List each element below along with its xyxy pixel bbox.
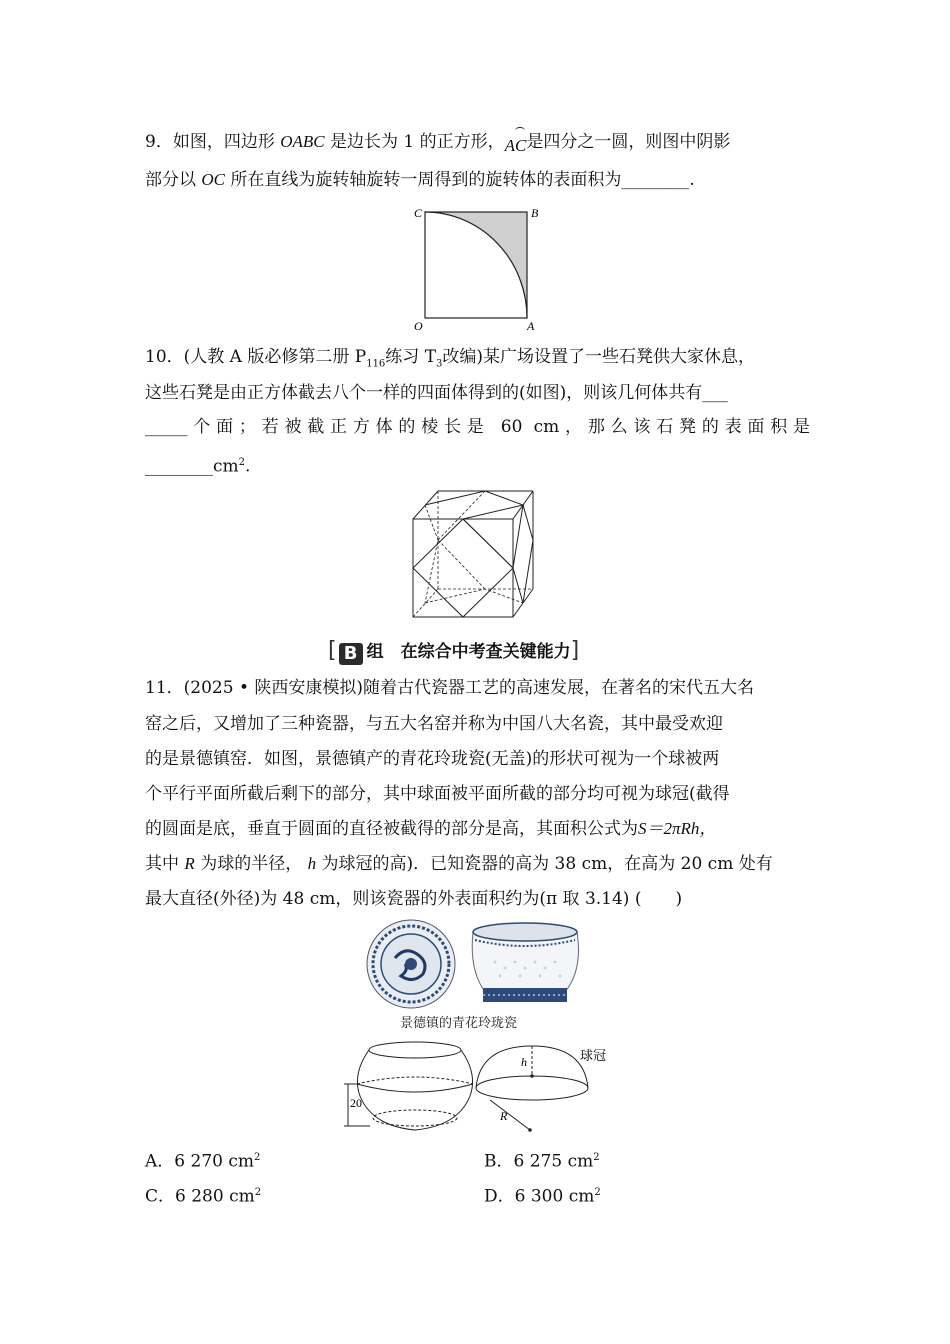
option-letter: C．: [145, 1186, 176, 1207]
q11-line-6: [145, 853, 810, 875]
q10-line-4: [145, 452, 810, 478]
q11-text: 为球的半径，: [200, 854, 303, 874]
option-sup: 2: [254, 1187, 262, 1198]
q11-number: 11．: [145, 678, 184, 698]
sphere-center-point: [528, 1128, 532, 1132]
q10-line-2: 这些石凳是由正方体截去八个一样的四面体得到的(如图)，则该几何体共有___: [145, 383, 728, 403]
option-value: 6 275 cm: [513, 1151, 594, 1172]
dim-label: 20: [350, 1096, 362, 1110]
q11-text: 为球冠的高)．已知瓷器的高为 38 cm，在高为 20 cm 处有: [321, 854, 773, 874]
shaded-region: [425, 212, 527, 318]
option-c[interactable]: [145, 1182, 261, 1208]
section-title-text: 组 在综合中考查关键能力: [366, 642, 571, 662]
var-oc: OC: [201, 170, 226, 189]
option-sup: 2: [594, 1187, 601, 1198]
hidden-cut: [438, 540, 485, 589]
q9-line-1: [145, 131, 810, 153]
q10-line-1: [145, 346, 810, 375]
label-c: C: [414, 206, 423, 220]
q10-text: 练习 T: [385, 347, 437, 367]
group-badge: B: [339, 643, 363, 665]
front-cut: [413, 519, 513, 617]
bowl-photo: [472, 923, 578, 1002]
cube-front-face: [413, 519, 513, 617]
q11-line-7: 最大直径(外径)为 48 cm，则该瓷器的外表面积约为(π 取 3.14) ( ): [145, 889, 683, 909]
q9-text: 所在直线为旋转轴旋转一周得到的旋转体的表面积为________.: [230, 170, 695, 190]
photo-caption: 景德镇的青花玲珑瓷: [400, 1016, 518, 1031]
q9-text: 是四分之一圆，则图中阴影: [526, 132, 731, 152]
section-heading: [328, 638, 628, 664]
q11-line-1: [145, 677, 810, 699]
cap-center-point: [530, 1074, 534, 1078]
q11-line-2: 窑之后，又增加了三种瓷器，与五大名窑并称为中国八大名瓷，其中最受欢迎: [145, 714, 723, 734]
q11-line-5: [145, 818, 810, 840]
top-rim: [369, 1042, 461, 1058]
q10-text: .: [245, 456, 251, 477]
q10-line-3: _____个面；若被截正方体的棱长是 60 cm，那么该石凳的表面积是: [145, 417, 810, 437]
right-cut: [513, 505, 533, 603]
porcelain-photos: [365, 918, 590, 1010]
equator-back: [357, 1077, 473, 1084]
option-d[interactable]: [484, 1182, 601, 1208]
q9-number: 9．: [145, 132, 173, 152]
q9-line-2: [145, 169, 810, 191]
label-a: A: [527, 319, 535, 333]
q9-text: 部分以: [145, 170, 196, 190]
option-sup: 2: [593, 1152, 600, 1163]
option-a[interactable]: [145, 1147, 260, 1173]
option-value: 6 300 cm: [514, 1186, 595, 1207]
option-sup: 2: [254, 1152, 261, 1163]
option-value: 6 270 cm: [174, 1151, 254, 1172]
vessel-outline: [357, 1050, 472, 1130]
var-oabc: OABC: [280, 132, 325, 151]
cut-edge: [463, 519, 513, 568]
label-b: B: [531, 206, 539, 220]
option-letter: D．: [484, 1186, 515, 1207]
option-value: 6 280 cm: [175, 1186, 255, 1207]
option-letter: A．: [145, 1151, 175, 1172]
q10-number: 10．: [145, 347, 184, 367]
q10-sub: 3: [436, 358, 443, 370]
q10-sub: 116: [366, 358, 386, 370]
q9-figure: [405, 202, 545, 336]
hidden-cut: [425, 589, 523, 603]
option-b[interactable]: [484, 1147, 600, 1173]
arc-ac: AC: [504, 136, 527, 155]
cap-label: 球冠: [580, 1049, 607, 1064]
bracket-close: ]: [570, 638, 580, 663]
q11-line-3: 的是景德镇窑．如图，景德镇产的青花玲珑瓷(无盖)的形状可视为一个球被两: [145, 749, 720, 769]
q10-text: (人教 A 版必修第二册 P: [183, 347, 367, 367]
q10-figure: [405, 486, 545, 622]
q11-diagram: [340, 1038, 630, 1138]
q11-text: 的圆面是底，垂直于圆面的直径被截得的部分是高，其面积公式为: [145, 819, 638, 839]
equator-front: [357, 1084, 473, 1092]
q9-text: 如图，四边形: [172, 132, 275, 152]
bracket-open: [: [328, 638, 337, 663]
top-cut: [425, 491, 523, 519]
bottom-rim: [373, 1110, 457, 1126]
option-letter: B．: [484, 1151, 514, 1172]
var-h: h: [307, 854, 317, 873]
cap-base: [476, 1076, 588, 1100]
q11-line-4: 个平行平面所截后剩下的部分，其中球面被平面所截的部分均可视为球冠(截得: [145, 784, 730, 804]
r-label: R: [500, 1109, 508, 1123]
radius-line: [490, 1100, 530, 1130]
q11-text: 其中: [145, 854, 179, 874]
q10-text: ________cm: [145, 456, 239, 477]
q11-text: (2025 • 陕西安康模拟)随着古代瓷器工艺的高速发展，在著名的宋代五大名: [183, 678, 755, 698]
var-r: R: [184, 854, 195, 873]
q9-text: 是边长为 1 的正方形，: [330, 132, 505, 152]
plate-photo: [367, 920, 455, 1008]
formula: S＝2πRh，: [638, 819, 717, 838]
q10-text: 改编)某广场设置了一些石凳供大家休息，: [442, 347, 756, 367]
h-label: h: [521, 1055, 527, 1069]
label-o: O: [414, 319, 423, 333]
q10-sup: 2: [238, 457, 246, 468]
